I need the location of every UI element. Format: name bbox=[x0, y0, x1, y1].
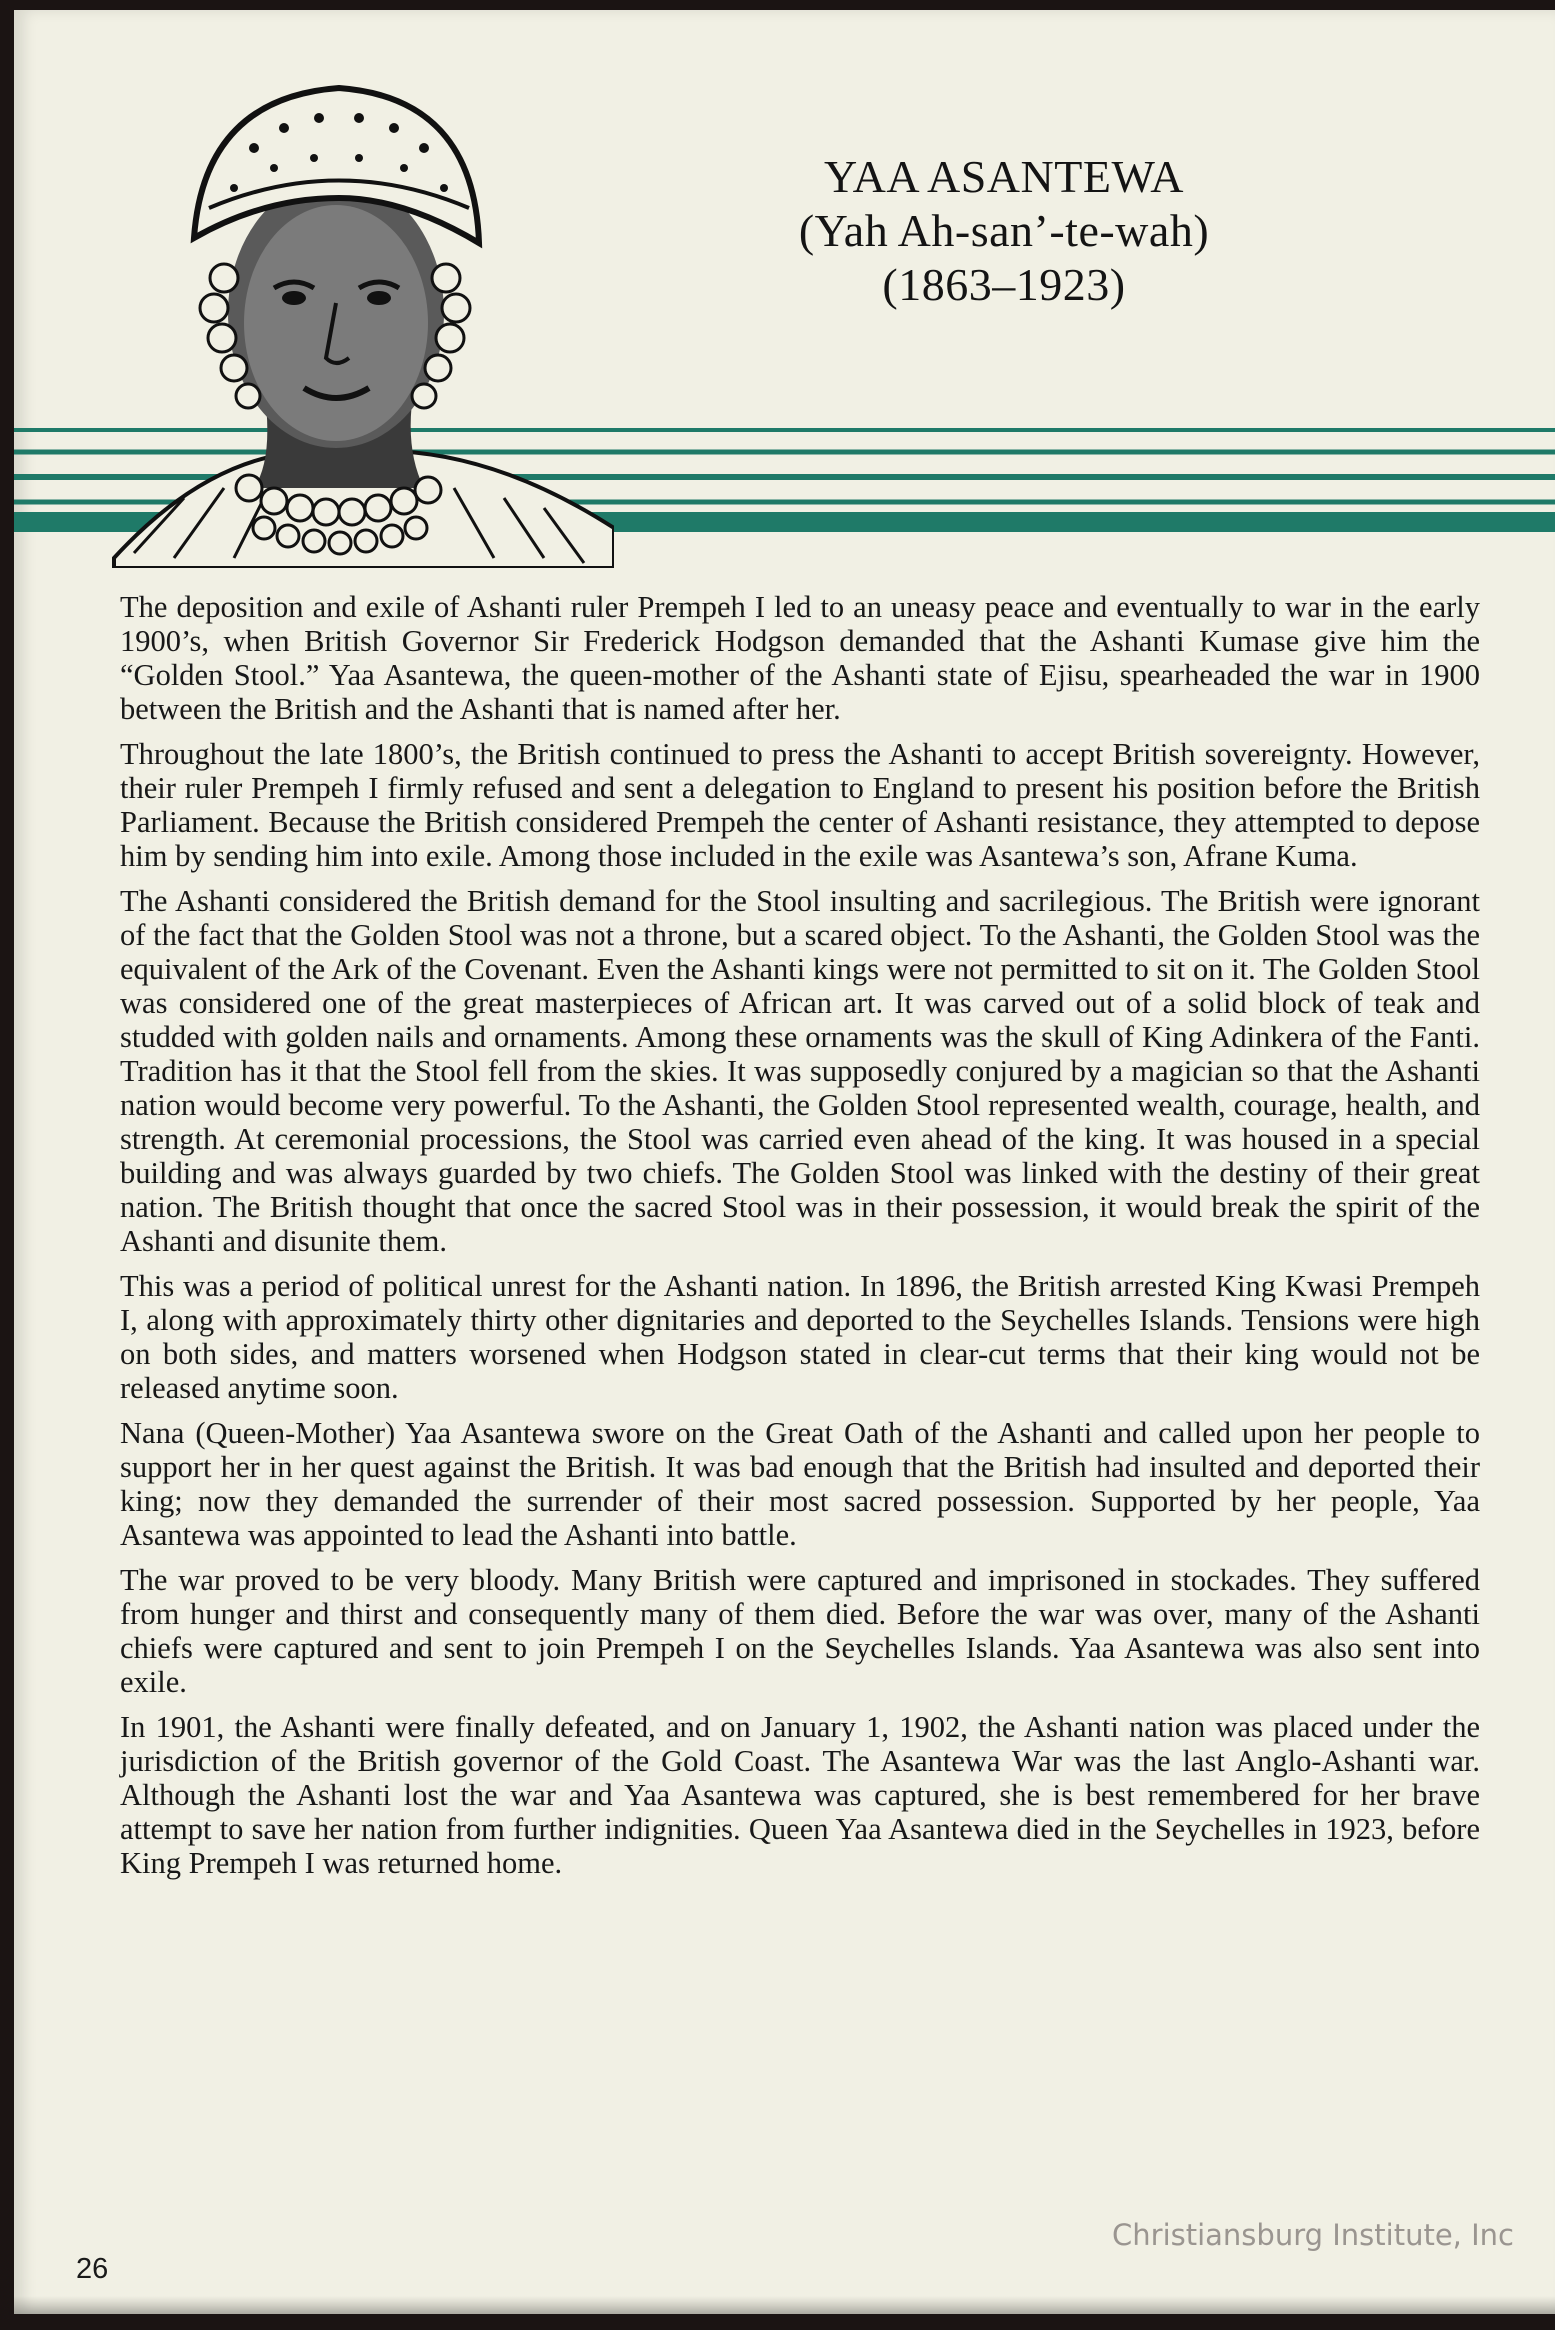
paragraph: Nana (Queen-Mother) Yaa Asantewa swore on the Great Oath of the Ashanti and called upon her people to support her in her quest against the British. It was bad enough that the British had insulted and deported their king; now they demanded the surrender of their most sacred possession. Supported by her people, Yaa Asantewa was appointed to lead the Ashanti into battle. bbox=[120, 1416, 1480, 1552]
paragraph: This was a period of political unrest for the Ashanti nation. In 1896, the British arrested King Kwasi Prempeh I, along with approximately thirty other dignitaries and deported to the Seychelles Islands. Tensions were high on both sides, and matters worsened when Hodgson stated in clear-cut terms that their king would not be released anytime soon. bbox=[120, 1269, 1480, 1405]
paragraph: In 1901, the Ashanti were finally defeated, and on January 1, 1902, the Ashanti nation was placed under the jurisdiction of the British governor of the Gold Coast. The Asantewa War was the last Anglo-Ashanti war. Although the Ashanti lost the war and Yaa Asantewa was captured, she is best remembered for her brave attempt to save her nation from further indignities. Queen Yaa Asantewa died in the Seychelles in 1923, before King Prempeh I was returned home. bbox=[120, 1710, 1480, 1880]
pronunciation: (Yah Ah-san’-te-wah) bbox=[798, 205, 1210, 256]
page-title: YAA ASANTEWA bbox=[824, 151, 1184, 202]
paragraph: Throughout the late 1800’s, the British continued to press the Ashanti to accept British sovereignty. However, their ruler Prempeh I firmly refused and sent a delegation to England to present his position before the British Parliament. Because the British considered Prempeh the center of Ashanti resistance, they attempted to depose him by sending him into exile. Among those included in the exile was Asantewa’s son, Afrane Kuma. bbox=[120, 737, 1480, 873]
portrait-illustration bbox=[74, 58, 614, 568]
page-number: 26 bbox=[76, 2253, 109, 2285]
lifespan: (1863–1923) bbox=[882, 259, 1126, 310]
title-block bbox=[724, 150, 1284, 312]
watermark: Christiansburg Institute, Inc bbox=[1112, 2218, 1514, 2252]
paragraph: The Ashanti considered the British demand for the Stool insulting and sacrilegious. The British were ignorant of the fact that the Golden Stool was not a throne, but a scared object. To the Ashanti, the Golden Stool was the equivalent of the Ark of the Covenant. Even the Ashanti kings were not permitted to sit on it. The Golden Stool was considered one of the great masterpieces of African art. It was carved out of a solid block of teak and studded with golden nails and ornaments. Among these ornaments was the skull of King Adinkera of the Fanti. Tradition has it that the Stool fell from the skies. It was supposedly conjured by a magician so that the Ashanti nation would become very powerful. To the Ashanti, the Golden Stool represented wealth, courage, health, and strength. At ceremonial processions, the Stool was carried even ahead of the king. It was housed in a special building and was always guarded by two chiefs. The Golden Stool was linked with the destiny of their great nation. The British thought that once the sacred Stool was in their possession, it would break the spirit of the Ashanti and disunite them. bbox=[120, 884, 1480, 1258]
page-edge-shadow bbox=[14, 2296, 1555, 2314]
paragraph: The war proved to be very bloody. Many British were captured and imprisoned in stockades. They suffered from hunger and thirst and consequently many of them died. Before the war was over, many of the Ashanti chiefs were captured and sent to join Prempeh I on the Seychelles Islands. Yaa Asantewa was also sent into exile. bbox=[120, 1563, 1480, 1699]
article-body bbox=[120, 590, 1480, 1891]
paragraph: The deposition and exile of Ashanti ruler Prempeh I led to an uneasy peace and eventually to war in the early 1900’s, when British Governor Sir Frederick Hodgson demanded that the Ashanti Kumase give him the “Golden Stool.” Yaa Asantewa, the queen-mother of the Ashanti state of Ejisu, spearheaded the war in 1900 between the British and the Ashanti that is named after her. bbox=[120, 590, 1480, 726]
book-page bbox=[14, 10, 1555, 2314]
